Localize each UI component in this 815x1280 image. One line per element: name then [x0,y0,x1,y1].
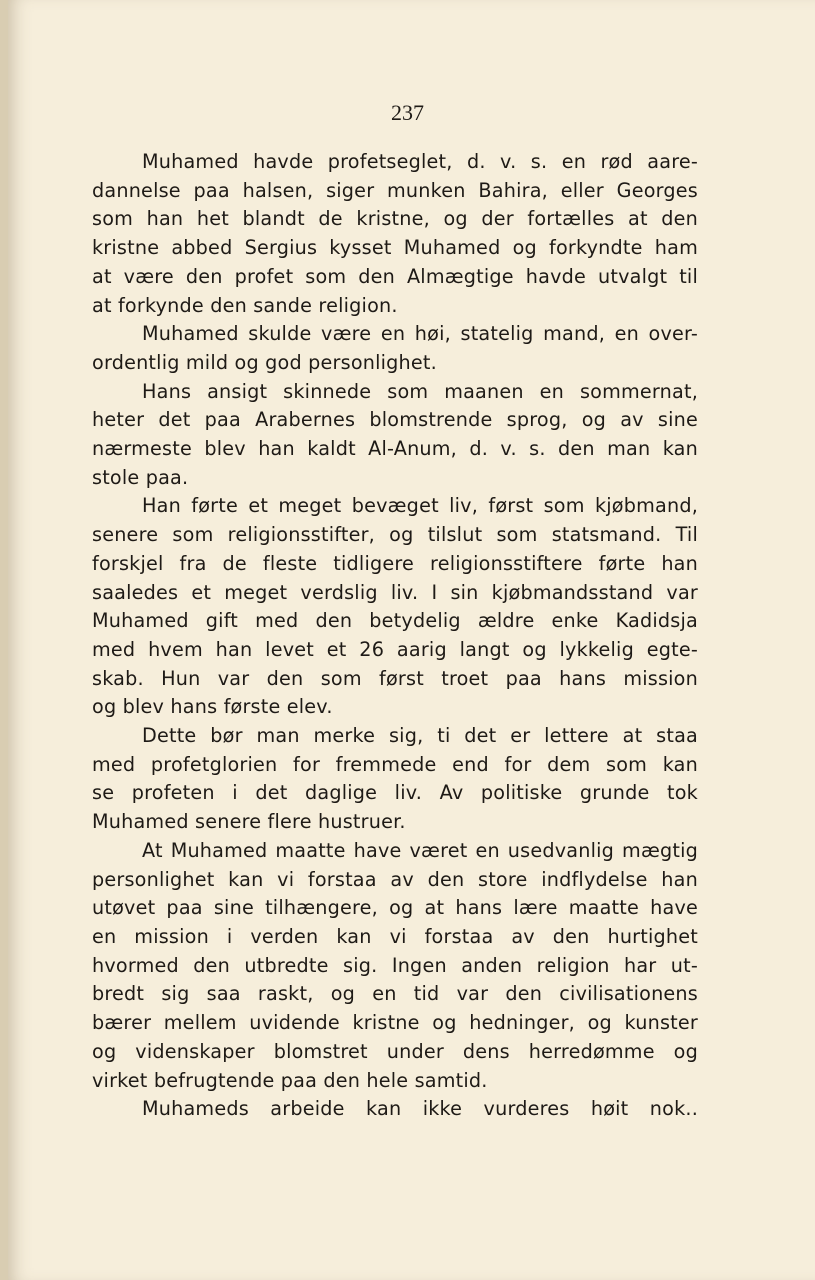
body-text [92,148,698,1124]
text-line: stole paa. [92,465,189,489]
text-line: Hans ansigt skinnede som maanen en sommernat, [142,379,698,403]
text-line: Han førte et meget bevæget liv, først som kjøbmand, [142,494,698,518]
text-line: bredt sig saa raskt, og en tid var den civilisationens [92,982,698,1006]
text-line: Muhamed gift med den betydelig ældre enke Kadidsja [92,609,698,633]
text-line: hvormed den utbredte sig. Ingen anden religion har ut- [92,953,698,977]
text-line: som han het blandt de kristne, og der fortælles at den [92,207,698,231]
text-line: Muhamed skulde være en høi, statelig mand, en over- [142,322,698,346]
text-line: heter det paa Arabernes blomstrende sprog, og av sine [92,408,698,432]
text-line: Muhameds arbeide kan ikke vurderes høit nok.. [142,1097,698,1121]
text-line: nærmeste blev han kaldt Al-Anum, d. v. s. den man kan [92,437,698,461]
text-line: med profetglorien for fremmede end for dem som kan [92,752,698,776]
text-line: skab. Hun var den som først troet paa hans mission [92,666,698,690]
text-line: med hvem han levet et 26 aarig langt og lykkelig egte- [92,637,698,661]
text-line: saaledes et meget verdslig liv. I sin kjøbmandsstand var [92,580,698,604]
text-line: se profeten i det daglige liv. Av politiske grunde tok [92,781,698,805]
text-line: bærer mellem uvidende kristne og hedninger, og kunster [92,1011,698,1035]
text-line: personlighet kan vi forstaa av den store indflydelse han [92,867,698,891]
text-line: dannelse paa halsen, siger munken Bahira, eller Georges [92,178,698,202]
text-line: Muhamed senere flere hustruer. [92,810,406,834]
text-line: ordentlig mild og god personlighet. [92,350,437,374]
text-line: en mission i verden kan vi forstaa av den hurtighet [92,924,698,948]
text-line: og blev hans første elev. [92,695,333,719]
text-line: at forkynde den sande religion. [92,293,398,317]
text-line: forskjel fra de fleste tidligere religionsstiftere førte han [92,551,698,575]
text-line: At Muhamed maatte have været en usedvanlig mægtig [142,838,698,862]
text-line: utøvet paa sine tilhængere, og at hans lære maatte have [92,896,698,920]
page-spine [0,0,8,1280]
text-line: at være den profet som den Almægtige havde utvalgt til [92,264,698,288]
text-line: kristne abbed Sergius kysset Muhamed og forkyndte ham [92,236,698,260]
text-line: virket befrugtende paa den hele samtid. [92,1068,488,1092]
text-line: Dette bør man merke sig, ti det er lettere at staa [142,724,698,748]
page-number: 237 [391,100,424,125]
text-line: Muhamed havde profetseglet, d. v. s. en rød aare- [142,150,698,173]
text-line: senere som religionsstifter, og tilslut som statsmand. Til [92,523,698,547]
text-line: og videnskaper blomstret under dens herredømme og [92,1039,698,1063]
